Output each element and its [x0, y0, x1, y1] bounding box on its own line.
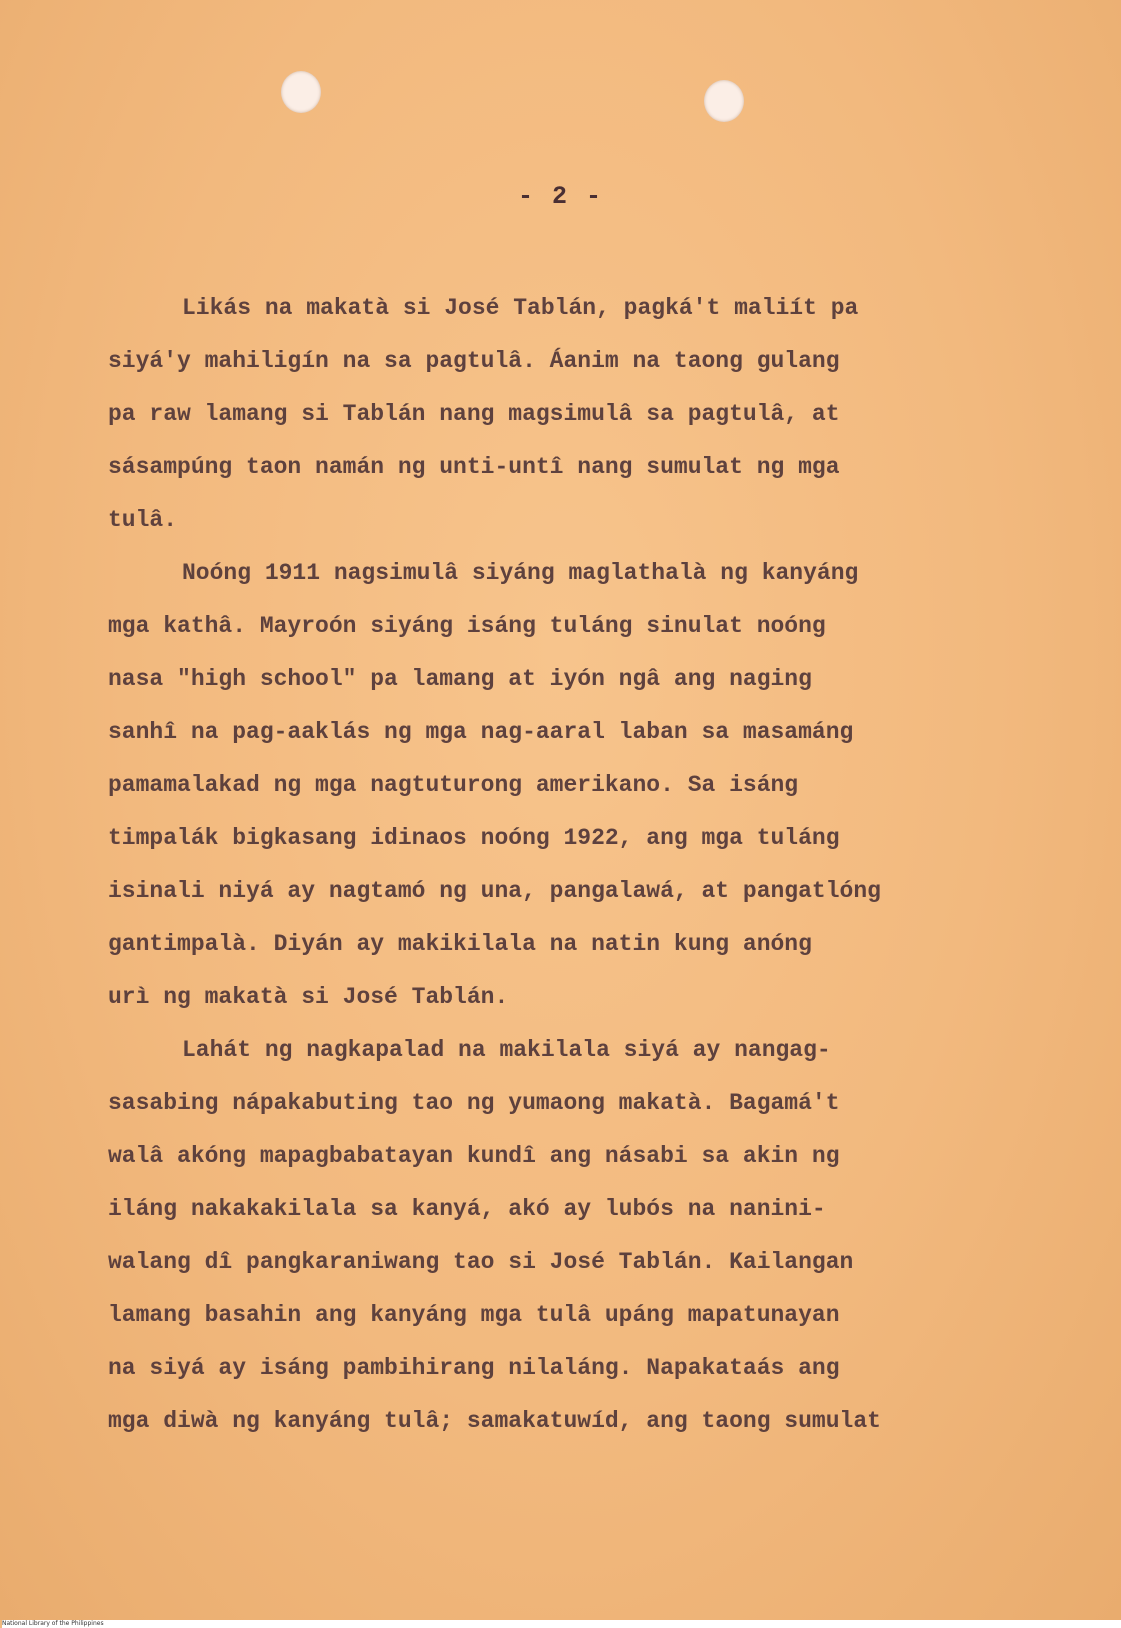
paragraph-3-line-5: walang dî pangkaraniwang tao si José Tablán. Kailangan [108, 1249, 854, 1275]
paragraph-3-line-1: Lahát ng nagkapalad na makilala siyá ay nangag- [182, 1037, 831, 1063]
paragraph-1-line-2: siyá'y mahiligín na sa pagtulâ. Áanim na taong gulang [108, 348, 840, 374]
paragraph-2-line-5: pamamalakad ng mga nagtuturong amerikano. Sa isáng [108, 772, 799, 798]
paragraph-2-line-6: timpalák bigkasang idinaos noóng 1922, ang mga tuláng [108, 825, 840, 851]
footer-credit: National Library of the Philippines [2, 1620, 1121, 1628]
paragraph-3-line-4: iláng nakakakilala sa kanyá, akó ay lubós na nanini- [108, 1196, 826, 1222]
paragraph-1-line-1: Likás na makatà si José Tablán, pagká't maliít pa [182, 295, 859, 321]
paragraph-2-line-1: Noóng 1911 nagsimulâ siyáng maglathalà ng kanyáng [182, 560, 859, 586]
paragraph-3-line-6: lamang basahin ang kanyáng mga tulâ upáng mapatunayan [108, 1302, 840, 1328]
paragraph-3-line-2: sasabing nápakabuting tao ng yumaong makatà. Bagamá't [108, 1090, 840, 1116]
punch-hole-right [704, 80, 744, 122]
paragraph-1-line-3: pa raw lamang si Tablán nang magsimulâ sa pagtulâ, at [108, 401, 840, 427]
punch-hole-left [281, 71, 321, 113]
paragraph-1-line-4: sásampúng taon namán ng unti-untî nang sumulat ng mga [108, 454, 840, 480]
paragraph-2-line-4: sanhî na pag-aaklás ng mga nag-aaral laban sa masamáng [108, 719, 854, 745]
paragraph-3-line-3: walâ akóng mapagbabatayan kundî ang násabi sa akin ng [108, 1143, 840, 1169]
paragraph-2-line-3: nasa "high school" pa lamang at iyón ngâ ang naging [108, 666, 812, 692]
body-text [108, 282, 988, 1448]
paragraph-3-line-7: na siyá ay isáng pambihirang nilaláng. Napakataás ang [108, 1355, 840, 1381]
paragraph-2-line-9: urì ng makatà si José Tablán. [108, 984, 509, 1010]
paragraph-2-line-2: mga kathâ. Mayroón siyáng isáng tuláng sinulat noóng [108, 613, 826, 639]
paragraph-2-line-8: gantimpalà. Diyán ay makikilala na natin kung anóng [108, 931, 812, 957]
paragraph-1-line-5: tulâ. [108, 507, 178, 533]
paragraph-2-line-7: isinali niyá ay nagtamó ng una, pangalawá, at pangatlóng [108, 878, 881, 904]
page-number: - 2 - [517, 182, 603, 211]
paragraph-3-line-8: mga diwà ng kanyáng tulâ; samakatuwíd, ang taong sumulat [108, 1408, 881, 1434]
